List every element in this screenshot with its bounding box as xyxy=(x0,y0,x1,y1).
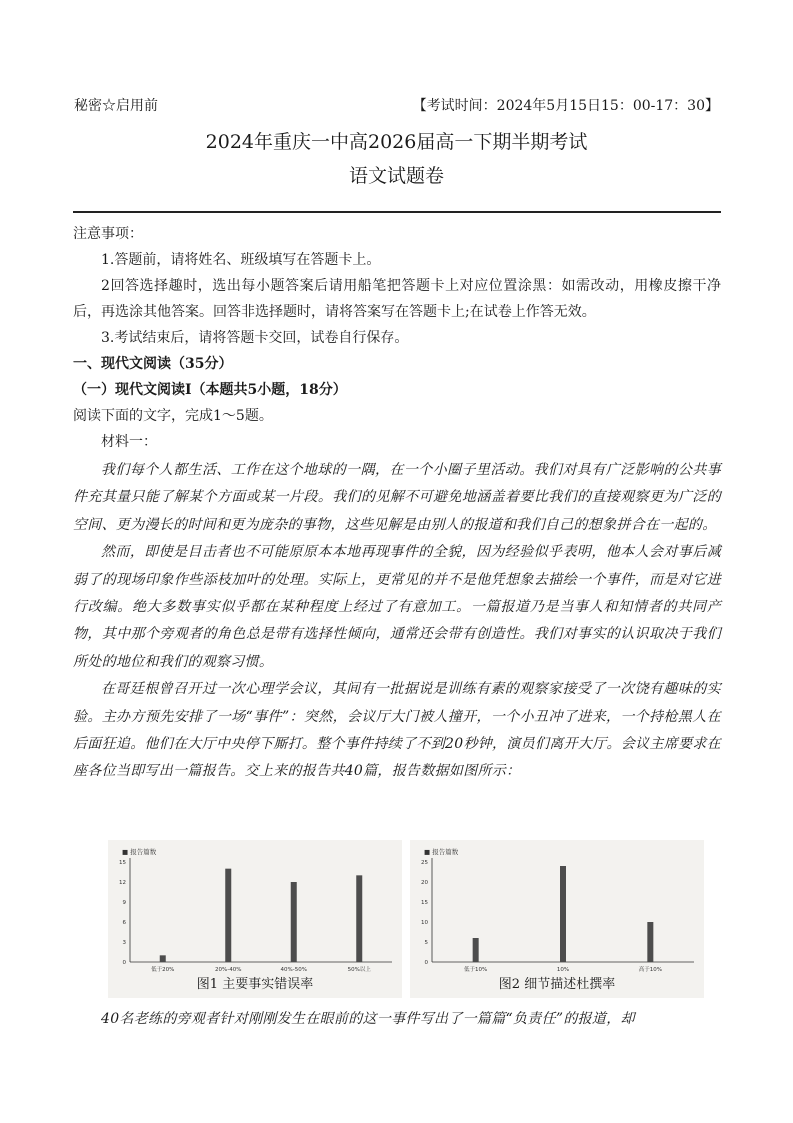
note-item: 2回答选择趣时，选出每小题答案后请用船笔把答题卡上对应位置涂黑：如需改动，用橡皮擦干净后，再选涂其他答案。回答非选择题时，请将答案写在答题卡上;在试卷上作答无效。 xyxy=(73,278,721,320)
bar xyxy=(473,938,479,962)
y-tick-label: 20 xyxy=(421,880,428,886)
y-tick-label: 9 xyxy=(122,900,126,906)
bar xyxy=(291,882,297,962)
y-tick-label: 3 xyxy=(122,940,126,946)
y-tick-label: 12 xyxy=(119,880,126,886)
figure-2-caption: 图2 细节描述杜撰率 xyxy=(498,977,616,992)
y-tick-label: 6 xyxy=(122,920,126,926)
y-tick-label: 15 xyxy=(119,860,126,866)
header-divider xyxy=(73,211,721,213)
figure-2 xyxy=(410,840,704,998)
figure-1-caption: 图1 主要事实错误率 xyxy=(196,977,314,992)
bar xyxy=(647,922,653,962)
figures-row xyxy=(108,840,704,998)
article-paragraph: 在哥廷根曾召开过一次心理学会议，其间有一批据说是训练有素的观察家接受了一次饶有趣味的实验。主办方预先安排了一场“事件”：突然，会议厅大门被人撞开，一个小丑冲了进来，一个持枪黑人在后面狂追。他们在大厅中央停下厮打。整个事件持续了不到20秒钟，演员们离开大厅。会议主席要求在座各位当即写出一篇报告。交上来的报告共40篇，报告数据如图所示： xyxy=(73,681,721,780)
bar xyxy=(160,955,166,962)
article-paragraph: 我们每个人都生活、工作在这个地球的一隅，在一个小圈子里活动。我们对具有广泛影响的公共事件充其量只能了解某个方面或某一片段。我们的见解不可避免地涵盖着要比我们的直接观察更为广泛的空间、更为漫长的时间和更为庞杂的事物，这些见解是由别人的报道和我们自己的想象拼合在一起的。 xyxy=(73,462,721,533)
y-axis-label: ■ 报告篇数 xyxy=(424,848,459,856)
section-heading: 一、现代文阅读（35分） xyxy=(73,356,233,372)
article-text xyxy=(73,457,721,786)
article-continuation: 40名老练的旁观者针对刚刚发生在眼前的这一事件写出了一篇篇“负责任”的报道，却 xyxy=(101,1011,635,1027)
exam-subtitle: 语文试题卷 xyxy=(348,165,444,187)
x-tick-label: 低于20% xyxy=(151,967,175,973)
subsection-heading: （一）现代文阅读Ⅰ（本题共5小题，18分） xyxy=(73,382,347,398)
material-label: 材料一： xyxy=(101,434,157,450)
article-paragraph: 然而，即使是目击者也不可能原原本本地再现事件的全貌，因为经验似乎表明，他本人会对事后减弱了的现场印象作些添枝加叶的处理。实际上，更常见的并不是他凭想象去描绘一个事件，而是对它进行改编。绝大多数事实似乎都在某种程度上经过了有意加工。一篇报道乃是当事人和知情者的共同产物，其中那个旁观者的角色总是带有选择性倾向，通常还会带有创造性。我们对事实的认识取决于我们所处的地位和我们的观察习惯。 xyxy=(73,544,721,670)
x-tick-label: 40%-50% xyxy=(280,967,307,973)
x-tick-label: 10% xyxy=(556,967,570,973)
exam-title: 2024年重庆一中高2026届高一下期半期考试 xyxy=(205,131,588,153)
x-tick-label: 低于10% xyxy=(464,967,488,973)
y-tick-label: 5 xyxy=(424,940,428,946)
confidential-label: 秘密☆启用前 xyxy=(74,98,158,114)
y-tick-label: 0 xyxy=(424,960,428,966)
figure-1 xyxy=(108,840,402,998)
x-tick-label: 50%以上 xyxy=(347,967,371,973)
y-tick-label: 25 xyxy=(421,860,428,866)
y-axis-label: ■ 报告篇数 xyxy=(122,848,157,856)
bar xyxy=(225,869,231,962)
bar xyxy=(560,866,566,962)
x-tick-label: 20%-40% xyxy=(215,967,242,973)
notes-block xyxy=(73,221,721,455)
notes-heading: 注意事项： xyxy=(73,226,143,242)
note-item: 1.答题前，请将姓名、班级填写在答题卡上。 xyxy=(101,252,381,268)
y-tick-label: 0 xyxy=(122,960,126,966)
x-tick-label: 高于10% xyxy=(638,967,662,973)
y-tick-label: 15 xyxy=(421,900,428,906)
y-tick-label: 10 xyxy=(421,920,428,926)
reading-instruction: 阅读下面的文字，完成1～5题。 xyxy=(73,408,273,424)
note-item: 3.考试结束后，请将答题卡交回，试卷自行保存。 xyxy=(101,330,409,346)
exam-time: 【考试时间：2024年5月15日15：00-17：30】 xyxy=(412,98,719,114)
bar xyxy=(356,875,362,962)
